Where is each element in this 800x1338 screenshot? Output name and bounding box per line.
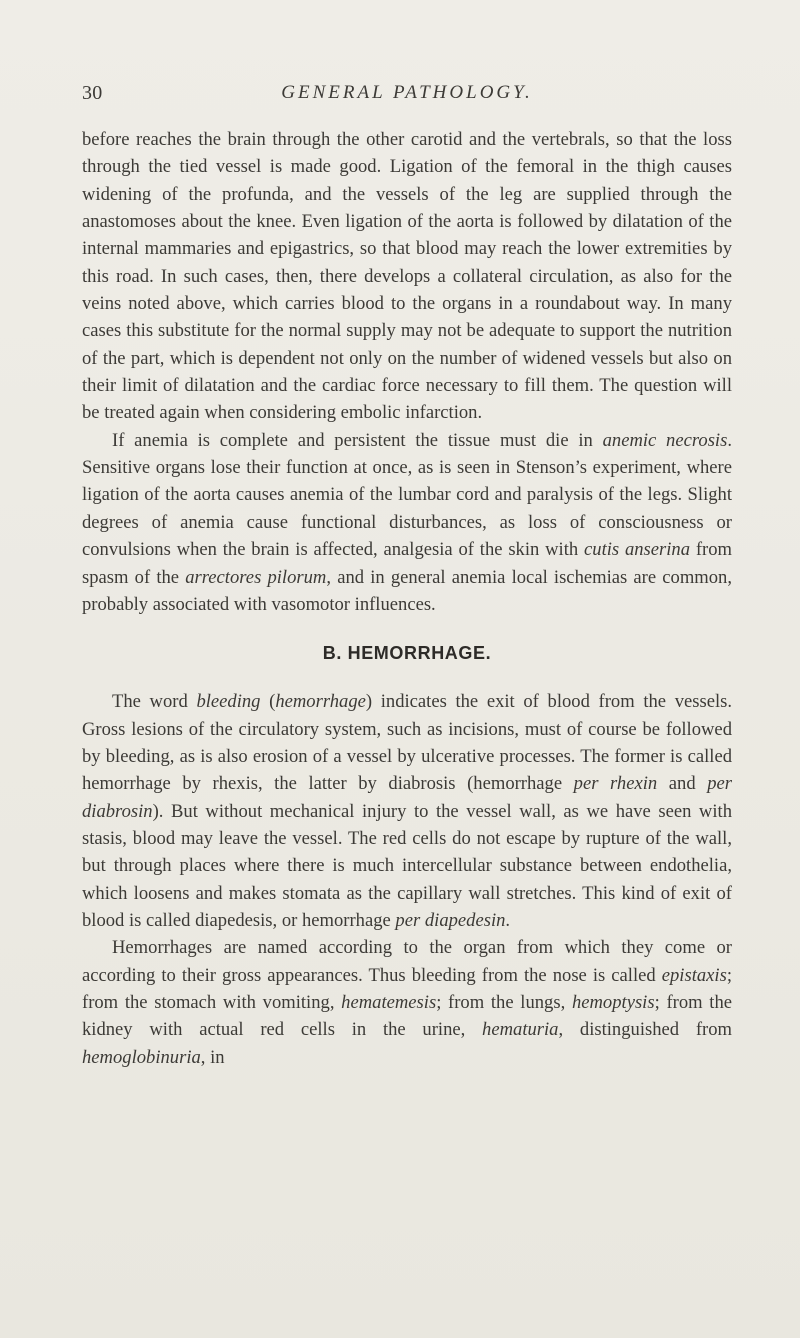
paragraph-text: , distinguished from xyxy=(558,1019,732,1041)
page-body xyxy=(82,126,732,1071)
italic-term: hematemesis xyxy=(341,991,437,1013)
paragraph-text: ; from the lungs, xyxy=(436,991,572,1013)
paragraph-text: ; from the kidney with actual red cells in the urine, xyxy=(82,991,733,1041)
paragraph-collateral-circulation xyxy=(82,126,732,427)
italic-term: epistaxis xyxy=(661,964,727,986)
italic-term: bleeding xyxy=(196,691,261,713)
paragraph-anemic-necrosis xyxy=(82,427,732,618)
paragraph-text: ) indicates the exit of blood from the vessels. Gross lesions of the circulatory system, such as incisions, must of course be followed by bleeding, as is also erosion of a vessel by ulcerative processes. The former is called hemorrhage by rhexis, the latter by diabrosis (hemorrhage xyxy=(82,691,733,795)
paragraph-text: . Sensitive organs lose their function at once, as is seen in Stenson’s experiment, where ligation of the aorta causes anemia of the lumbar cord and paralysis of the legs. Slight degrees of anemia cause functional disturbances, as loss of consciousness or convulsions when the brain is affected, analgesia of the skin with xyxy=(82,429,732,561)
paragraph-text: . xyxy=(505,909,511,931)
paragraph-text: before reaches the brain through the other carotid and the vertebrals, so that the loss through the tied vessel is made good. Ligation of the femoral in the thigh causes widening of the profunda, and the vessels of the leg are supplied through the anastomoses about the knee. Even ligation of the aorta is followed by dilatation of the internal mammaries and epigastrics, so that blood may reach the lower extremities by this road. In such cases, then, there develops a collateral circulation, as also for the veins noted above, which carries blood to the organs in a roundabout way. In many cases this substitute for the normal supply may not be adequate to support the nutrition of the part, which is dependent not only on the number of widened vessels but also on their limit of dilatation and the cardiac force necessary to fill them. The question will be treated again when considering embolic infarction. xyxy=(82,129,732,424)
italic-term: anemic necrosis xyxy=(602,429,728,451)
italic-term: hemoglobinuria xyxy=(82,1046,201,1068)
italic-term: per diabrosin xyxy=(82,773,732,822)
italic-term: per diapedesin xyxy=(395,909,506,931)
paragraph-text: If anemia is complete and persistent the tissue must die in xyxy=(112,429,603,451)
running-head xyxy=(82,82,732,110)
paragraph-text: and xyxy=(657,773,708,795)
paragraph-text: ). But without mechanical injury to the vessel wall, as we have seen with stasis, blood may leave the vessel. The red cells do not escape by rupture of the wall, but through places where there is much intercellular substance between endothelia, which loosens and makes stomata as the capillary wall stretches. This kind of exit of blood is called diapedesis, or hemorrhage xyxy=(82,800,732,931)
paragraph-text: , and in general anemia local ischemias are common, probably associated with vasomotor influences. xyxy=(82,566,732,615)
paragraph-hemorrhage-definition xyxy=(82,688,732,934)
paragraph-text: Hemorrhages are named according to the organ from which they come or according to their gross appearances. Thus bleeding from the nose is called xyxy=(82,937,732,986)
italic-term: cutis anserina xyxy=(584,539,691,561)
italic-term: hemorrhage xyxy=(275,691,366,713)
paragraph-text: ( xyxy=(260,691,276,713)
italic-term: hemoptysis xyxy=(571,991,655,1013)
paragraph-text: , in xyxy=(200,1046,225,1068)
italic-term: arrectores pilorum xyxy=(185,566,327,588)
paragraph-text: from spasm of the xyxy=(82,539,732,588)
italic-term: per rhexin xyxy=(573,773,658,795)
paragraph-text: The word xyxy=(112,691,197,713)
section-heading: B. HEMORRHAGE. xyxy=(322,643,492,664)
paragraph-text: ; from the stomach with vomiting, xyxy=(82,964,732,1013)
page-number: 30 xyxy=(82,82,103,104)
paragraph-hemorrhage-names xyxy=(82,934,732,1071)
italic-term: hematuria xyxy=(482,1019,559,1041)
running-title: GENERAL PATHOLOGY. xyxy=(281,82,533,103)
